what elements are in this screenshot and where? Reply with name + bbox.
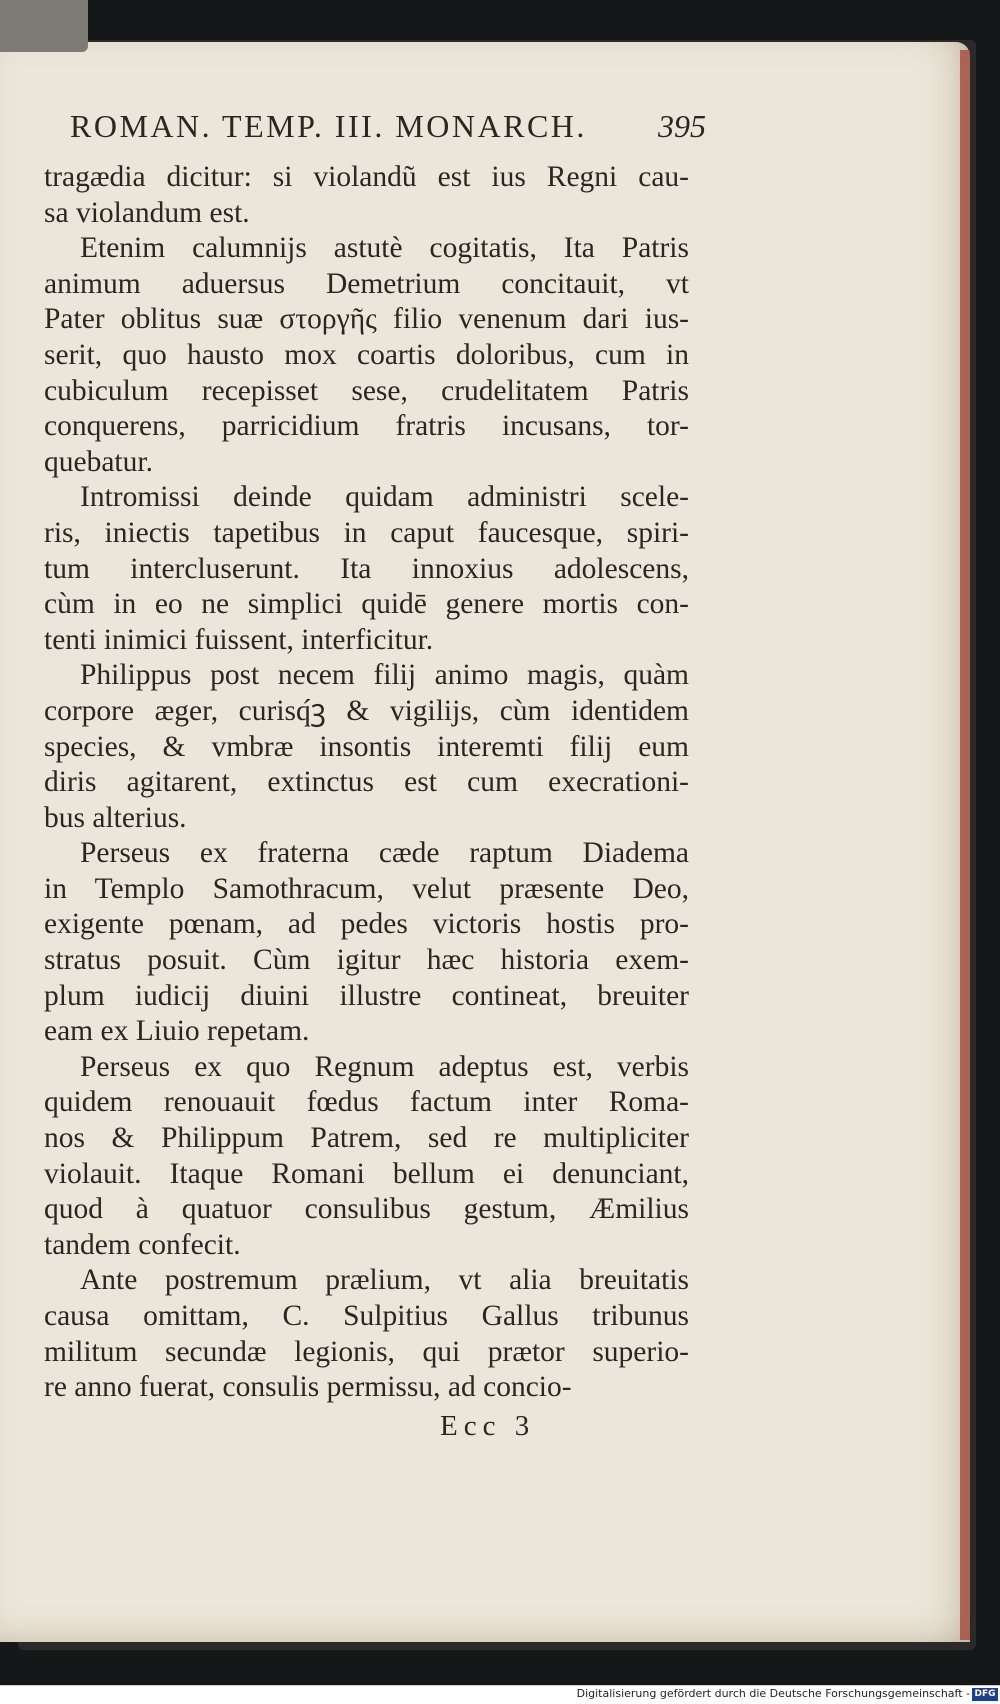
text-line: in Templo Samothracum, velut præsente Deo, [44, 872, 689, 905]
page-red-edge [960, 50, 970, 1640]
running-header [70, 108, 706, 145]
text-line: eam ex Liuio repetam. [44, 1015, 310, 1048]
text-line: cubiculum recepisset sese, crudelitatem Patris [44, 374, 689, 407]
text-line: ris, iniectis tapetibus in caput faucesque, spiri- [44, 516, 689, 549]
text-line: nos & Philippum Patrem, sed re multipliciter [44, 1122, 689, 1155]
text-line: stratus posuit. Cùm igitur hæc historia exem- [44, 944, 689, 977]
text-line: diris agitarent, extinctus est cum execrationi- [44, 766, 689, 799]
paragraph [44, 836, 689, 1050]
body-text [44, 160, 689, 1406]
text-line: violauit. Itaque Romani bellum ei denunciant, [44, 1157, 689, 1190]
text-line: Etenim calumnijs astutè cogitatis, Ita Patris [80, 232, 689, 265]
text-line: sa violandum est. [44, 196, 250, 229]
footer-credit: Digitalisierung gefördert durch die Deutsche Forschungsgemeinschaft - [576, 1687, 970, 1700]
text-line: quod à quatuor consulibus gestum, Æmilius [44, 1193, 689, 1226]
text-line: Pater oblitus suæ στοργῆς filio venenum dari ius- [44, 303, 689, 336]
paragraph [44, 231, 689, 480]
text-line: militum secundæ legionis, qui prætor superio- [44, 1335, 689, 1368]
text-line: tragædia dicitur: si violandũ est ius Regni cau- [44, 161, 689, 193]
text-line: Ante postremum prælium, vt alia breuitatis [80, 1264, 689, 1297]
scan-corner-tab [0, 0, 88, 52]
paragraph [44, 160, 689, 231]
text-line: exigente pœnam, ad pedes victoris hostis pro- [44, 908, 689, 941]
text-line: re anno fuerat, consulis permissu, ad concio- [44, 1371, 572, 1404]
text-line: animum aduersus Demetrium concitauit, vt [44, 267, 689, 300]
text-line: species, & vmbræ insontis interemti filij eum [44, 730, 689, 763]
text-line: tenti inimici fuissent, interficitur. [44, 623, 434, 656]
paragraph [44, 658, 689, 836]
text-line: quidem renouauit fœdus factum inter Roma- [44, 1086, 689, 1119]
text-line: plum iudicij diuini illustre contineat, breuiter [44, 979, 689, 1012]
text-line: quebatur. [44, 445, 153, 478]
signature-mark: Ecc 3 [440, 1410, 536, 1442]
text-line: corpore æger, curisq́ꝫ & vigilijs, cùm identidem [44, 694, 689, 727]
dfg-logo: DFG [972, 1688, 998, 1701]
text-line: Perseus ex fraterna cæde raptum Diadema [80, 837, 689, 870]
paragraph [44, 1263, 689, 1405]
text-line: bus alterius. [44, 801, 187, 834]
footer-bar [0, 1685, 1000, 1704]
text-line: tum intercluserunt. Ita innoxius adolescens, [44, 552, 689, 585]
text-line: tandem confecit. [44, 1228, 241, 1261]
text-line: Perseus ex quo Regnum adeptus est, verbis [80, 1050, 689, 1083]
paragraph [44, 1050, 689, 1264]
running-title: ROMAN. TEMP. III. MONARCH. [70, 108, 587, 144]
page-number: 395 [658, 108, 706, 144]
text-line: conquerens, parricidium fratris incusans, tor- [44, 410, 689, 443]
text-line: causa omittam, C. Sulpitius Gallus tribunus [44, 1300, 689, 1332]
text-line: cùm in eo ne simplici quidē genere mortis con- [44, 588, 689, 621]
text-line: serit, quo hausto mox coartis doloribus, cum in [44, 338, 689, 371]
paragraph [44, 480, 689, 658]
text-line: Philippus post necem filij animo magis, quàm [80, 659, 689, 692]
text-line: Intromissi deinde quidam administri scele- [80, 481, 689, 514]
